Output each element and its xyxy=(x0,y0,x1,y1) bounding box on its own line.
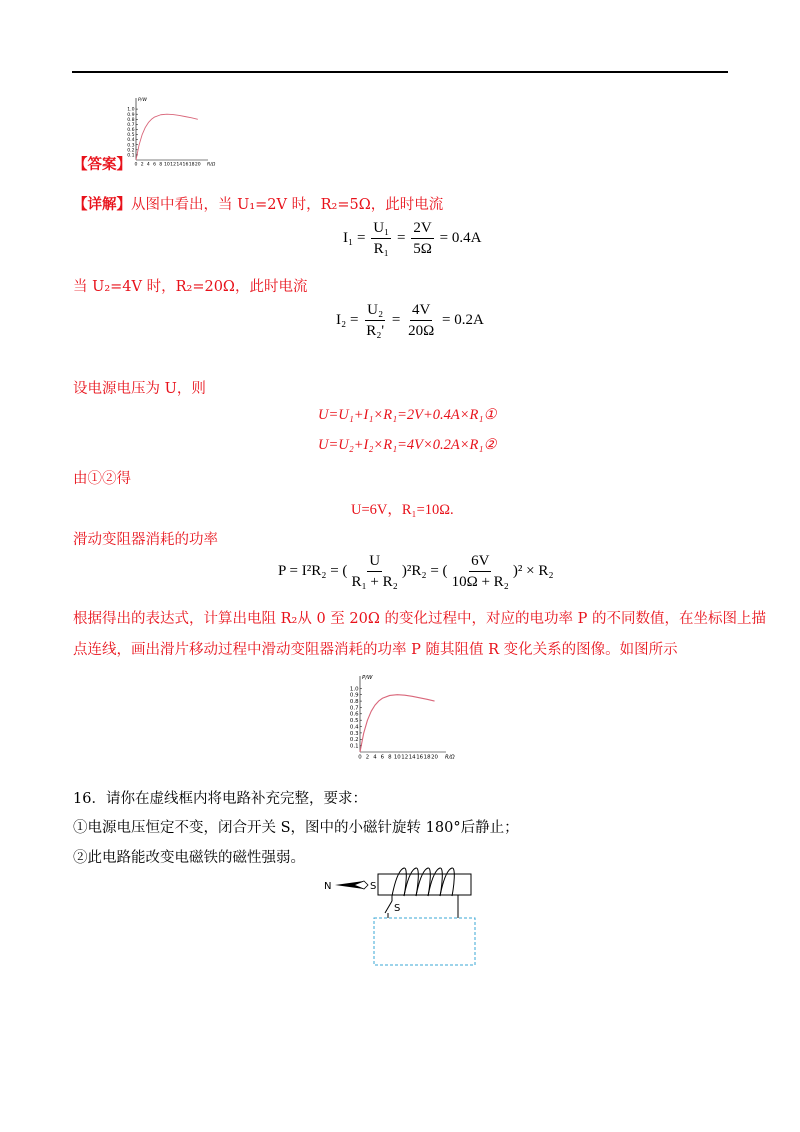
power-f1-den: R₁ + R₂ xyxy=(351,574,398,590)
answer-chart-x-tick-label: 0 xyxy=(134,162,138,168)
answer-chart-x-tick-label: 14 xyxy=(176,162,183,168)
answer-label: 【答案】 xyxy=(73,156,131,173)
power-chart-y-tick-label: 0.7 xyxy=(349,705,359,712)
power-chart-y-tick-label: 0.6 xyxy=(349,711,359,718)
answer-chart xyxy=(118,94,218,170)
answer-chart-y-tick-label: 0.2 xyxy=(127,148,135,154)
power-chart-y-tick-label: 0.4 xyxy=(349,724,359,731)
power-chart-y-tick-label: 0.8 xyxy=(349,698,359,705)
header-rule xyxy=(72,71,728,73)
answer-chart-x-tick-label: 6 xyxy=(153,162,157,168)
equation-i1: I₁ = $\frac{\text{U₁}}{\text{R₁}}$ = $\frac{2V}{5\Omega}$ = 0.4A xyxy=(343,220,482,257)
detail-intro-text: 从图中看出，当 U₁=2V 时，R₂=5Ω，此时电流 xyxy=(131,197,444,213)
power-chart-x-tick-label: 0 xyxy=(358,754,362,761)
answer-chart-y-tick-label: 0.7 xyxy=(127,122,135,128)
eq2-lhs: I₂ = xyxy=(336,311,359,328)
electromagnet-core xyxy=(378,874,471,895)
power-chart-x-tick-label: 20 xyxy=(431,754,438,761)
power-chart-x-tick-label: 8 xyxy=(388,754,392,761)
power-chart-x-tick-label: 10 xyxy=(393,754,401,761)
power-frac-a xyxy=(349,553,399,590)
power-chart-y-axis-label: P/W xyxy=(362,675,373,681)
power-eq-mid: )²R₂ = ( xyxy=(401,562,448,579)
answer-chart-x-tick-label: 2 xyxy=(140,162,144,168)
power-chart-y-tick-label: 0.5 xyxy=(349,718,359,725)
switch-label: S xyxy=(394,903,401,914)
power-chart-y-tick-label: 0.1 xyxy=(349,743,359,750)
line-4: 由①②得 xyxy=(73,471,131,487)
power-chart-x-axis-label: R/Ω xyxy=(445,754,455,761)
power-chart-y-tick-label: 0.3 xyxy=(349,730,359,737)
power-chart-y-tick-label: 1.0 xyxy=(349,686,359,693)
eq2-frac-b xyxy=(406,302,436,339)
eq1-frac-b xyxy=(411,220,434,257)
power-chart-y-tick-label: 0.2 xyxy=(349,737,359,744)
eq2-num2: 4V xyxy=(410,302,432,321)
power-f2-den: 10Ω + R₂ xyxy=(451,574,509,590)
detail-intro xyxy=(73,193,443,214)
line-2: 当 U₂=4V 时，R₂=20Ω，此时电流 xyxy=(73,279,308,295)
answer-chart-x-tick-label: 4 xyxy=(146,162,150,168)
paragraph-line-2: 点连线，画出滑片移动过程中滑动变阻器消耗的功率 P 随其阻值 R 变化关系的图像。如图所示 xyxy=(73,642,678,658)
answer-chart-x-axis-label: R/Ω xyxy=(207,162,216,168)
power-chart xyxy=(338,670,458,764)
answer-chart-x-tick-label: 18 xyxy=(188,162,195,168)
power-chart-x-tick-label: 14 xyxy=(408,754,416,761)
power-eq-p: P = I²R₂ = ( xyxy=(278,562,348,579)
paragraph-line-1: 根据得出的表达式，计算出电阻 R₂从 0 至 20Ω 的变化过程中，对应的电功率 P 的不同数值，在坐标图上描 xyxy=(73,611,766,627)
eq1-den1: R₁ xyxy=(373,241,389,257)
power-f1-num: U xyxy=(367,553,382,572)
line-3: 设电源电压为 U，则 xyxy=(73,381,206,397)
answer-chart-y-tick-label: 0.9 xyxy=(127,112,135,118)
result: U=6V，R₁=10Ω. xyxy=(351,502,454,518)
eq2-den1: R₂' xyxy=(366,323,385,339)
circuit-diagram xyxy=(318,866,488,970)
power-eq-end: )² × R₂ xyxy=(512,562,554,579)
dashed-answer-box xyxy=(374,918,475,965)
answer-chart-x-tick-label: 16 xyxy=(182,162,189,168)
switch-blade xyxy=(385,901,392,913)
eq2-num1: U₂ xyxy=(365,302,385,321)
answer-chart-y-axis-label: P/W xyxy=(138,98,147,103)
power-equation xyxy=(278,553,554,590)
answer-chart-series-line xyxy=(136,114,198,160)
eq1-den2: 5Ω xyxy=(413,241,432,257)
eq1-num1: U₁ xyxy=(371,220,391,239)
power-frac-b xyxy=(450,553,511,590)
eq1-lhs: I₁ = xyxy=(343,229,366,246)
power-f2-num: 6V xyxy=(469,553,491,572)
answer-chart-y-tick-label: 1.0 xyxy=(127,107,135,113)
answer-chart-x-tick-label: 8 xyxy=(159,162,163,168)
eq1-num2: 2V xyxy=(411,220,433,239)
needle-s-label: S xyxy=(370,881,377,892)
power-chart-x-tick-label: 18 xyxy=(423,754,431,761)
answer-chart-y-tick-label: 0.3 xyxy=(127,143,135,149)
answer-chart-y-tick-label: 0.6 xyxy=(127,128,135,134)
power-chart-x-tick-label: 4 xyxy=(373,754,377,761)
power-chart-x-tick-label: 2 xyxy=(365,754,370,761)
q16-requirement-2: ②此电路能改变电磁铁的磁性强弱。 xyxy=(73,850,305,866)
answer-chart-y-tick-label: 0.4 xyxy=(127,138,135,144)
eq2-den2: 20Ω xyxy=(408,323,435,339)
power-chart-series-line xyxy=(360,695,435,752)
answer-chart-x-tick-label: 20 xyxy=(194,162,201,168)
power-chart-x-tick-label: 6 xyxy=(380,754,385,761)
equation-i2: I₂ = $\frac{\text{U₂}}{\text{R₂'}}$ = $\frac{4V}{20\Omega}$ = 0.2A xyxy=(336,302,484,339)
eq1-rhs: = 0.4A xyxy=(439,229,482,246)
needle-n-label: N xyxy=(324,881,332,892)
q16-requirement-1: ①电源电压恒定不变，闭合开关 S，图中的小磁针旋转 180°后静止； xyxy=(73,820,519,836)
answer-chart-y-tick-label: 0.1 xyxy=(127,153,135,159)
eq2-rhs: = 0.2A xyxy=(442,311,484,328)
answer-chart-y-tick-label: 0.5 xyxy=(127,133,135,139)
power-chart-x-tick-label: 12 xyxy=(401,754,409,761)
equation-u1: U=U₁+I₁×R₁=2V+0.4A×R₁① xyxy=(318,407,497,423)
detail-label: 【详解】 xyxy=(73,196,131,213)
answer-chart-x-tick-label: 10 xyxy=(163,162,170,168)
power-chart-x-tick-label: 16 xyxy=(416,754,424,761)
answer-chart-y-tick-label: 0.8 xyxy=(127,117,135,123)
equation-u2: U=U₂+I₂×R₁=4V×0.2A×R₁② xyxy=(318,437,497,453)
answer-chart-x-tick-label: 12 xyxy=(170,162,177,168)
eq1-frac-a xyxy=(371,220,391,257)
line-5: 滑动变阻器消耗的功率 xyxy=(73,532,218,548)
q16-title: 16．请你在虚线框内将电路补充完整，要求： xyxy=(73,791,367,807)
power-chart-y-tick-label: 0.9 xyxy=(349,692,359,699)
eq2-frac-a xyxy=(364,302,386,339)
